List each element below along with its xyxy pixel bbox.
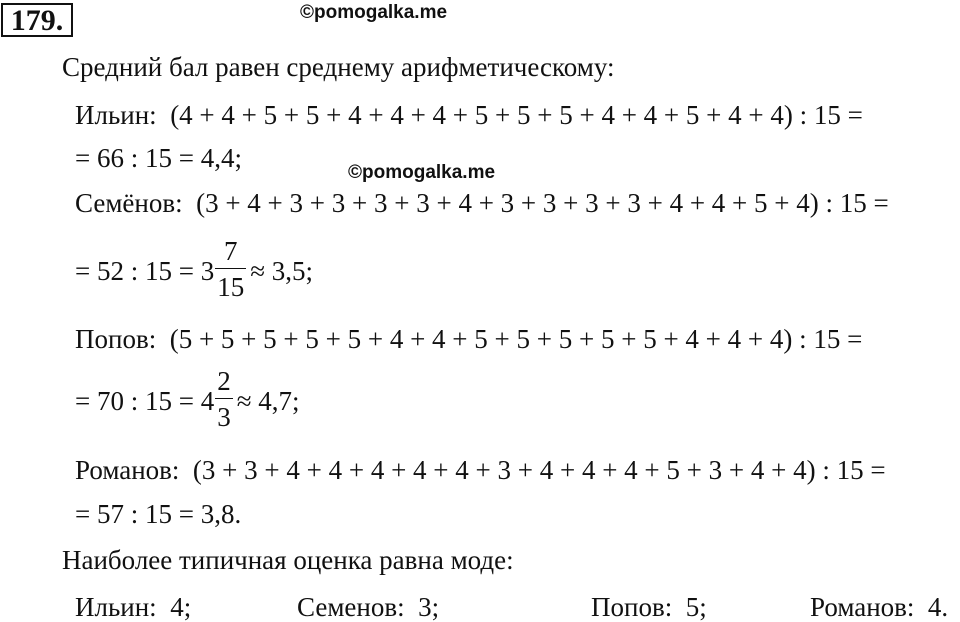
student-result-line	[75, 145, 242, 172]
student-sum-line	[75, 190, 889, 217]
watermark-middle: ©pomogalka.me	[348, 162, 496, 183]
student-sum: (3 + 3 + 4 + 4 + 4 + 4 + 4 + 3 + 4 + 4 + 4 + 5 + 3 + 4 + 4) : 15 =	[192, 455, 886, 485]
student-sum-line	[75, 102, 863, 129]
student-sum: (3 + 4 + 3 + 3 + 3 + 3 + 4 + 3 + 3 + 3 + 3 + 4 + 4 + 5 + 4) : 15 =	[196, 188, 889, 218]
student-sum-line	[75, 457, 886, 484]
student-sum: (5 + 5 + 5 + 5 + 5 + 4 + 4 + 5 + 5 + 5 + 5 + 5 + 4 + 4 + 4) : 15 =	[169, 324, 863, 354]
student-result: = 66 : 15 = 4,4;	[75, 143, 242, 173]
intro-text: Средний бал равен среднему арифметическому:	[62, 52, 615, 82]
mode-item	[75, 594, 191, 621]
student-sum: (4 + 4 + 5 + 5 + 4 + 4 + 4 + 5 + 5 + 5 + 4 + 4 + 5 + 4 + 4) : 15 =	[170, 100, 863, 130]
student-sum-line	[75, 326, 862, 353]
fraction	[215, 367, 233, 432]
mode-value: 3;	[418, 592, 440, 622]
student-approx: ≈ 3,5;	[250, 255, 314, 286]
mode-item	[810, 594, 948, 621]
fraction	[215, 237, 246, 302]
student-result-line	[75, 366, 300, 434]
fraction-denominator: 3	[217, 402, 231, 433]
student-result-line	[75, 501, 241, 528]
mode-label: Семенов:	[297, 592, 405, 622]
student-result: = 70 : 15 = 4	[75, 385, 215, 416]
mode-intro-text: Наиболее типичная оценка равна моде:	[62, 545, 514, 575]
student-name: Романов:	[75, 455, 180, 485]
student-result: = 52 : 15 = 3	[75, 255, 215, 286]
mode-item	[591, 594, 707, 621]
fraction-numerator: 2	[215, 367, 233, 399]
fraction-numerator: 7	[215, 237, 246, 269]
mode-value: 4;	[170, 592, 192, 622]
student-approx: ≈ 4,7;	[236, 385, 300, 416]
mode-value: 4.	[927, 592, 949, 622]
mode-item	[297, 594, 439, 621]
problem-number: 179.	[1, 3, 73, 37]
student-result-line	[75, 236, 314, 304]
mode-label: Ильин:	[75, 592, 157, 622]
mode-label: Попов:	[591, 592, 673, 622]
student-name: Ильин:	[75, 100, 157, 130]
student-result: = 57 : 15 = 3,8.	[75, 499, 242, 529]
student-name: Семёнов:	[75, 188, 183, 218]
mode-label: Романов:	[810, 592, 915, 622]
fraction-denominator: 15	[217, 272, 245, 303]
student-name: Попов:	[75, 324, 157, 354]
watermark-top: ©pomogalka.me	[300, 2, 448, 23]
mode-value: 5;	[685, 592, 707, 622]
